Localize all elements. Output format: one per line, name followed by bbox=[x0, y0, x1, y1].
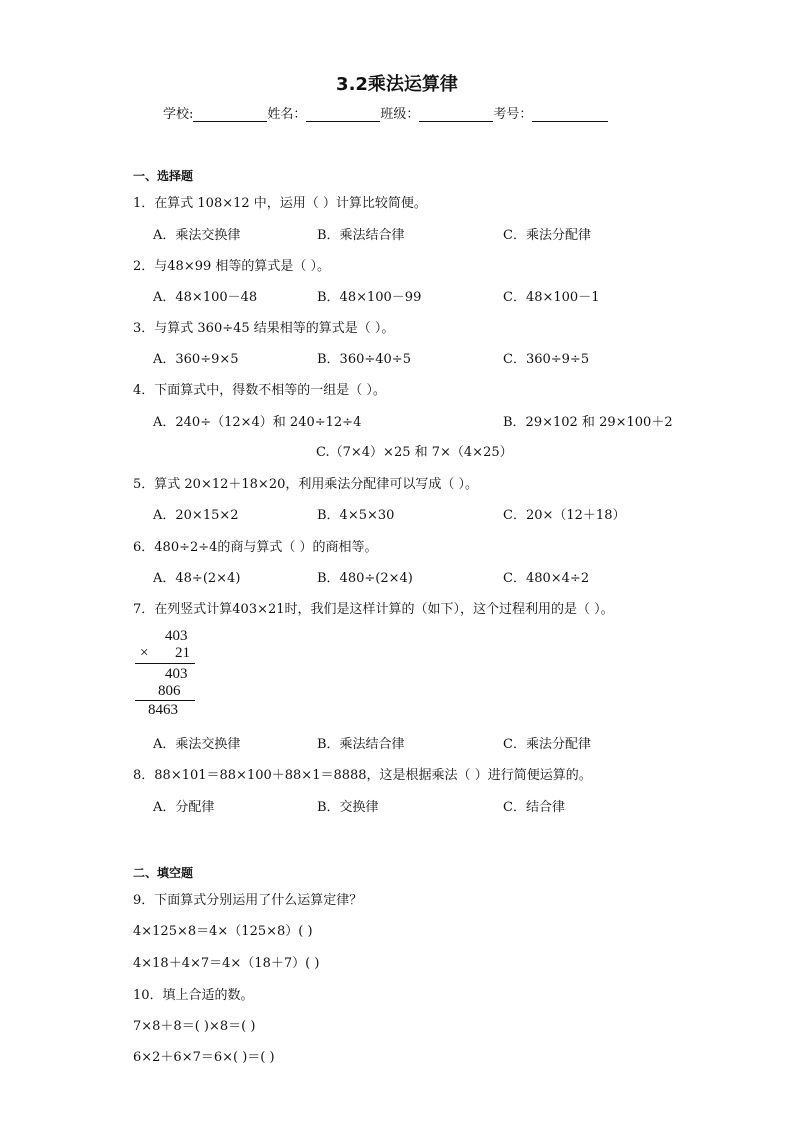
student-info-row bbox=[163, 103, 608, 122]
q4-option-a: A．240÷（12×4）和 240÷12÷4 bbox=[153, 415, 362, 430]
vertical-line-1 bbox=[135, 663, 195, 664]
question-3: 3．与算式 360÷45 结果相等的算式是（ ）。 bbox=[133, 321, 395, 336]
vertical-line-2 bbox=[135, 700, 195, 701]
question-4: 4．下面算式中，得数不相等的一组是（ ）。 bbox=[133, 383, 386, 398]
q9-line-1: 4×125×8＝4×（125×8）( ) bbox=[133, 924, 313, 939]
q6-option-b: B．480÷(2×4) bbox=[317, 571, 413, 586]
section-heading-choice: 一、选择题 bbox=[133, 169, 194, 183]
q7-option-c: C．乘法分配律 bbox=[503, 737, 591, 752]
q3-option-b: B．360÷40÷5 bbox=[317, 352, 411, 367]
q5-option-c: C．20×（12＋18） bbox=[503, 508, 626, 523]
q5-option-a: A．20×15×2 bbox=[153, 508, 239, 523]
q10-line-2: 6×2＋6×7＝6×( )＝( ) bbox=[133, 1050, 275, 1065]
vertical-result: 8463 bbox=[148, 702, 178, 718]
question-8: 8．88×101＝88×100＋88×1＝8888，这是根据乘法（ ）进行简便运算的。 bbox=[133, 768, 592, 783]
q10-line-1: 7×8＋8＝( )×8＝( ) bbox=[133, 1019, 256, 1034]
vertical-multiplicand: 403 bbox=[165, 628, 188, 644]
q7-option-b: B．乘法结合律 bbox=[317, 737, 405, 752]
vertical-partial-1: 403 bbox=[165, 666, 188, 682]
question-10: 10．填上合适的数。 bbox=[133, 988, 254, 1003]
page-title: 3.2乘法运算律 bbox=[336, 74, 458, 95]
q7-option-a: A．乘法交换律 bbox=[153, 737, 241, 752]
school-label: 学校: bbox=[163, 107, 194, 122]
question-9: 9．下面算式分别运用了什么运算定律？ bbox=[133, 893, 363, 908]
school-blank bbox=[193, 107, 267, 122]
q1-option-a: A．乘法交换律 bbox=[153, 228, 241, 243]
question-5: 5．算式 20×12＋18×20，利用乘法分配律可以写成（ ）。 bbox=[133, 477, 478, 492]
q9-line-2: 4×18＋4×7＝4×（18＋7）( ) bbox=[133, 956, 320, 971]
name-blank bbox=[306, 107, 380, 122]
q2-option-a: A．48×100－48 bbox=[153, 290, 258, 305]
q2-option-c: C．48×100－1 bbox=[503, 290, 600, 305]
name-label: 姓名： bbox=[267, 107, 307, 122]
q4-option-c: C.（7×4）×25 和 7×（4×25） bbox=[316, 445, 513, 460]
q8-option-c: C．结合律 bbox=[503, 800, 565, 815]
q1-option-b: B．乘法结合律 bbox=[317, 228, 405, 243]
vertical-times-sign: × bbox=[140, 645, 149, 661]
q8-option-b: B．交换律 bbox=[317, 800, 379, 815]
q4-option-b: B．29×102 和 29×100＋2 bbox=[503, 415, 673, 430]
vertical-multiplier: 21 bbox=[175, 645, 190, 661]
class-label: 班级： bbox=[380, 107, 420, 122]
q5-option-b: B．4×5×30 bbox=[317, 508, 395, 523]
q3-option-c: C．360÷9÷5 bbox=[503, 352, 590, 367]
q8-option-a: A．分配律 bbox=[153, 800, 215, 815]
question-6: 6．480÷2÷4的商与算式（ ）的商相等。 bbox=[133, 540, 378, 555]
question-1: 1．在算式 108×12 中，运用（ ）计算比较简便。 bbox=[133, 196, 427, 211]
class-blank bbox=[419, 107, 493, 122]
q1-option-c: C．乘法分配律 bbox=[503, 228, 591, 243]
question-7: 7．在列竖式计算403×21时，我们是这样计算的（如下），这个过程利用的是（ ）。 bbox=[133, 602, 614, 617]
q6-option-a: A．48÷(2×4) bbox=[153, 571, 241, 586]
q3-option-a: A．360÷9×5 bbox=[153, 352, 239, 367]
section-heading-fill: 二、填空题 bbox=[133, 866, 194, 880]
vertical-partial-2: 806 bbox=[158, 683, 181, 699]
q2-option-b: B．48×100－99 bbox=[317, 290, 422, 305]
number-blank bbox=[532, 107, 608, 122]
q6-option-c: C．480×4÷2 bbox=[503, 571, 590, 586]
number-label: 考号： bbox=[493, 107, 533, 122]
question-2: 2．与48×99 相等的算式是（ ）。 bbox=[133, 259, 331, 274]
